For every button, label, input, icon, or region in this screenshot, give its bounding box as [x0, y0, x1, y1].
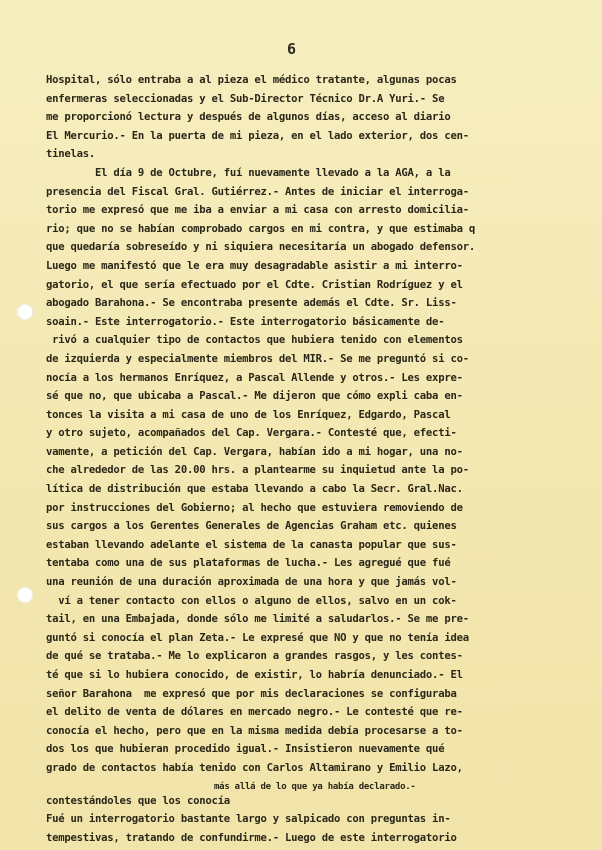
text-line: Fué un interrogatorio bastante largo y salpicado con preguntas in- — [46, 813, 451, 826]
text-line: sé que no, que ubicaba a Pascal.- Me dijeron que cómo expli caba en- — [46, 390, 463, 403]
text-line: El día 9 de Octubre, fuí nuevamente llevado a la AGA, a la — [46, 166, 451, 179]
text-line: tail, en una Embajada, donde sólo me limité a saludarlos.- Se me pre- — [46, 613, 469, 626]
text-line: sus cargos a los Gerentes Generales de Agencias Graham etc. quienes — [46, 520, 457, 533]
text-line: el delito de venta de dólares en mercado negro.- Le contesté que re- — [46, 706, 463, 719]
text-line: contestándoles que los conocía — [46, 794, 230, 807]
text-line: soain.- Este interrogatorio.- Este interrogatorio básicamente de- — [46, 315, 445, 328]
text-line: ví a tener contacto con ellos o alguno de ellos, salvo en un cok- — [46, 594, 457, 607]
text-line: vamente, a petición del Cap. Vergara, habían ido a mi hogar, una no- — [46, 445, 463, 458]
text-line: nocía a los hermanos Enríquez, a Pascal Allende y otros.- Les expre- — [46, 371, 463, 384]
text-line: tempestivas, tratando de confundirme.- Luego de este interrogatorio — [46, 831, 457, 844]
text-line: El Mercurio.- En la puerta de mi pieza, en el lado exterior, dos cen- — [46, 129, 469, 142]
text-line: lítica de distribución que estaba llevando a cabo la Secr. Gral.Nac. — [46, 483, 463, 496]
text-line: una reunión de una duración aproximada de una hora y que jamás vol- — [46, 576, 457, 589]
text-line: grado de contactos había tenido con Carlos Altamirano y Emilio Lazo, — [46, 761, 463, 774]
text-line: torio me expresó que me iba a enviar a mi casa con arresto domicilia- — [46, 204, 469, 217]
text-line: de izquierda y especialmente miembros del MIR.- Se me preguntó si co- — [46, 352, 469, 365]
punch-hole — [17, 304, 33, 320]
text-line: rivó a cualquier tipo de contactos que hubiera tenido con elementos — [46, 334, 463, 347]
text-line: conocía el hecho, pero que en la misma medida debía procesarse a to- — [46, 724, 463, 737]
text-line: de qué se trataba.- Me lo explicaron a grandes rasgos, y les contes- — [46, 650, 463, 663]
page-number: 6 — [287, 40, 297, 58]
text-line: por instrucciones del Gobierno; al hecho que estuviera removiendo de — [46, 501, 463, 514]
text-line: que quedaría sobreseído y ni siquiera necesitaría un abogado defensor. — [46, 241, 475, 254]
text-line: y otro sujeto, acompañados del Cap. Vergara.- Contesté que, efecti- — [46, 427, 457, 440]
text-line: Luego me manifestó que le era muy desagradable asistir a mi interro- — [46, 259, 463, 272]
text-line: tentaba como una de sus plataformas de lucha.- Les agregué que fué — [46, 557, 451, 570]
text-line: abogado Barahona.- Se encontraba presente además el Cdte. Sr. Liss- — [46, 297, 457, 310]
text-line: guntó si conocía el plan Zeta.- Le expresé que NO y que no tenía idea — [46, 631, 469, 644]
text-line: señor Barahona me expresó que por mis declaraciones se configuraba — [46, 687, 457, 700]
punch-hole — [17, 587, 33, 603]
text-line: rio; que no se habían comprobado cargos en mi contra, y que estimaba q — [46, 222, 475, 235]
text-line: tonces la visita a mi casa de uno de los Enríquez, Edgardo, Pascal — [46, 408, 451, 421]
text-line: estaban llevando adelante el sistema de la canasta popular que sus- — [46, 538, 457, 551]
text-line: me proporcionó lectura y después de algunos días, acceso al diario — [46, 111, 451, 124]
text-line: presencia del Fiscal Gral. Gutiérrez.- Antes de iniciar el interroga- — [46, 185, 469, 198]
text-line: gatorio, el que sería efectuado por el Cdte. Cristian Rodríguez y el — [46, 278, 463, 291]
text-line: che alrededor de las 20.00 hrs. a plantearme su inquietud ante la po- — [46, 464, 469, 477]
text-line: tinelas. — [46, 148, 96, 161]
interline-insert: más allá de lo que ya había declarado.- — [214, 781, 416, 792]
text-line: dos los que hubieran procedido igual.- Insistieron nuevamente qué — [46, 743, 445, 756]
text-line: enfermeras seleccionadas y el Sub-Director Técnico Dr.A Yuri.- Se — [46, 92, 445, 105]
body-text — [46, 71, 570, 847]
text-line: Hospital, sólo entraba a al pieza el médico tratante, algunas pocas — [46, 74, 457, 86]
text-line: té que si lo hubiera conocido, de existir, lo habría denunciado.- El — [46, 669, 463, 681]
